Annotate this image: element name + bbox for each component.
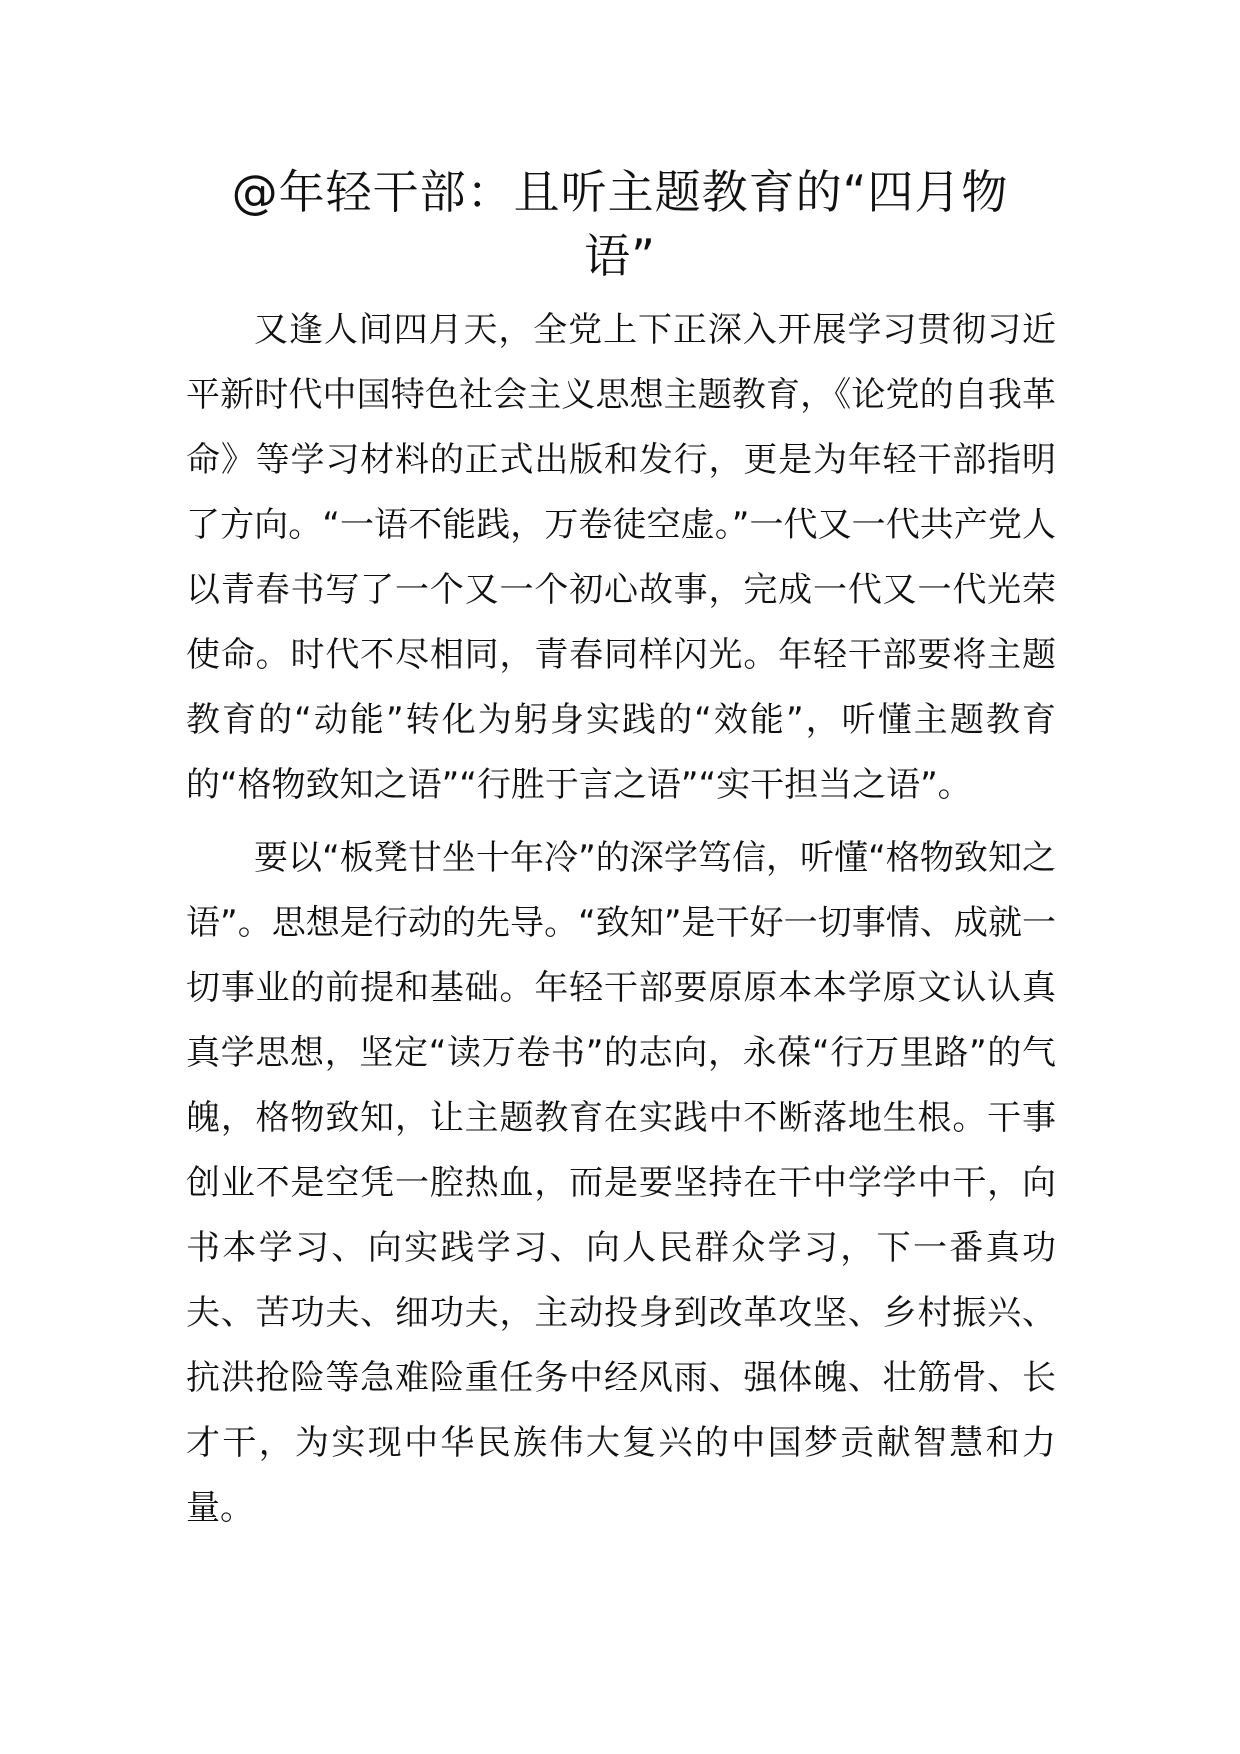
paragraph-1: 又逢人间四月天，全党上下正深入开展学习贯彻习近平新时代中国特色社会主义思想主题教育，《论党的自我革命》等学习材料的正式出版和发行，更是为年轻干部指明了方向。“一语不能践，万卷徒空虚。”一代又一代共产党人以青春书写了一个又一个初心故事，完成一代又一代光荣使命。时代不尽相同，青春同样闪光。年轻干部要将主题教育的“动能”转化为躬身实践的“效能”，听懂主题教育的“格物致知之语”“行胜于言之语”“实干担当之语”。	[186, 310, 1056, 805]
paragraph-2: 要以“板凳甘坐十年冷”的深学笃信，听懂“格物致知之语”。思想是行动的先导。“致知”是干好一切事情、成就一切事业的前提和基础。年轻干部要原原本本学原文认认真真学思想，坚定“读万卷书”的志向，永葆“行万里路”的气魄，格物致知，让主题教育在实践中不断落地生根。干事创业不是空凭一腔热血，而是要坚持在干中学学中干，向书本学习、向实践学习、向人民群众学习，下一番真功夫、苦功夫、细功夫，主动投身到改革攻坚、乡村振兴、抗洪抢险等急难险重任务中经风雨、强体魄、壮筋骨、长才干，为实现中华民族伟大复兴的中国梦贡献智慧和力量。	[186, 838, 1056, 1528]
document-body	[186, 298, 1056, 1549]
document-title: @年轻干部：且听主题教育的“四月物语”	[231, 165, 1009, 283]
